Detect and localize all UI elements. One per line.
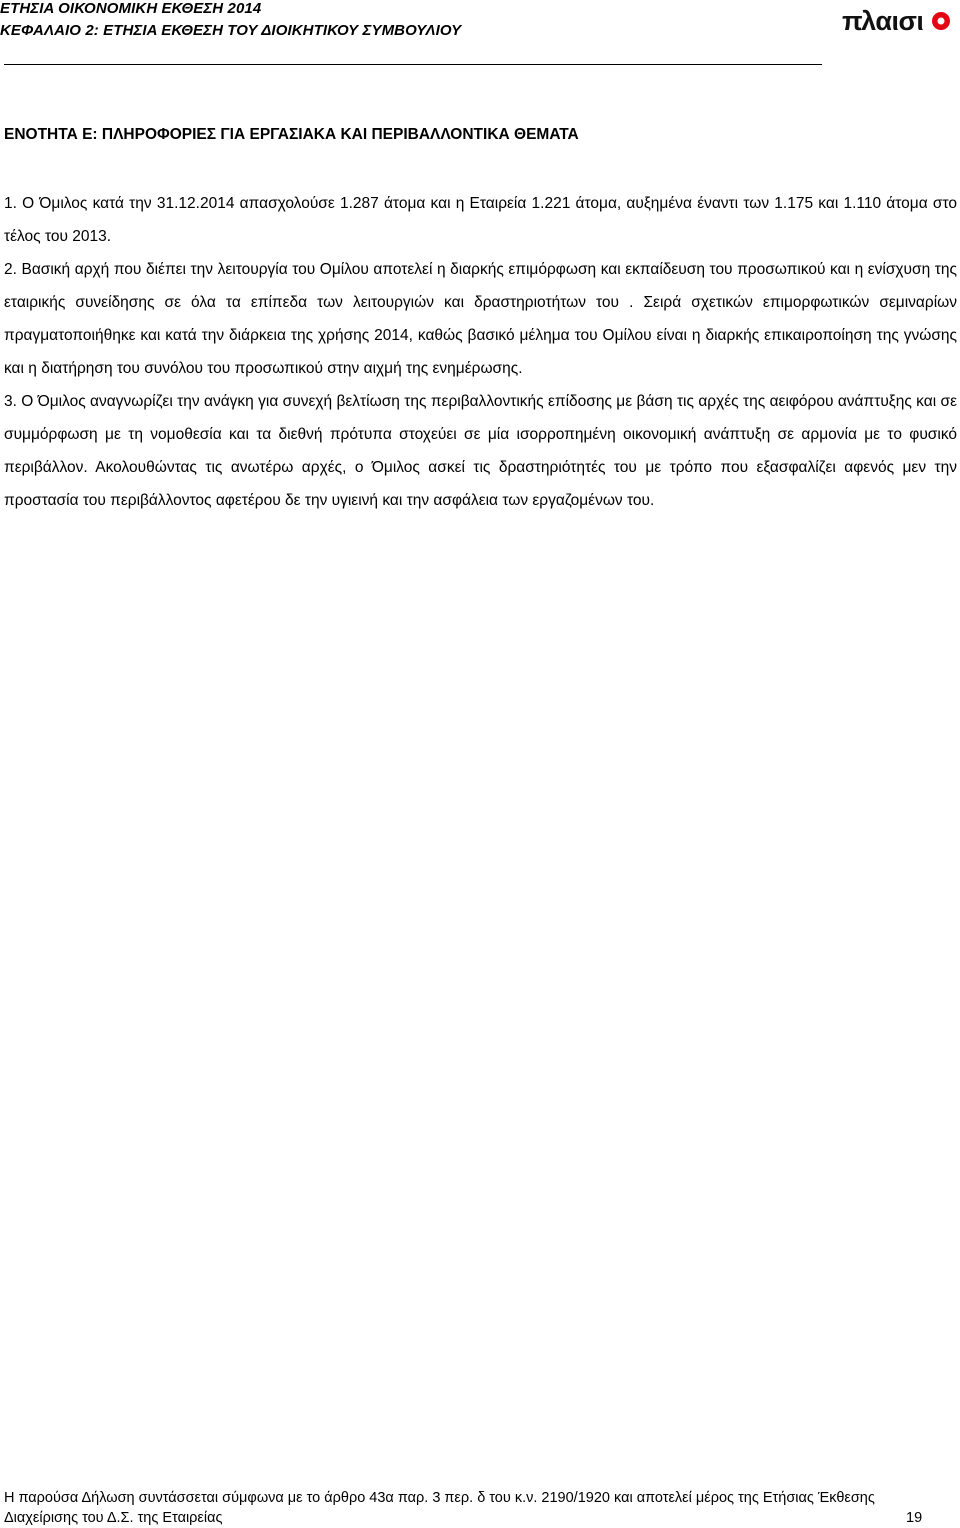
report-title: ΕΤΗΣΙΑ ΟΙΚΟΝΟΜΙΚΗ ΕΚΘΕΣΗ 2014 bbox=[0, 0, 262, 17]
paragraph-1: 1. Ο Όμιλος κατά την 31.12.2014 απασχολούσε 1.287 άτομα και η Εταιρεία 1.221 άτομα, αυξημένα έναντι των 1.175 και 1.110 άτομα στο τέλος του 2013. bbox=[4, 195, 957, 245]
page-number: 19 bbox=[906, 1510, 923, 1526]
section-title: ΕΝΟΤΗΤΑ Ε: ΠΛΗΡΟΦΟΡΙΕΣ ΓΙΑ ΕΡΓΑΣΙΑΚΑ ΚΑΙ ΠΕΡΙΒΑΛΛΟΝΤΙΚΑ ΘΕΜΑΤΑ bbox=[4, 126, 579, 143]
plaisio-logo bbox=[840, 6, 952, 36]
footer-note-line1: Η παρούσα Δήλωση συντάσσεται σύμφωνα με το άρθρο 43α παρ. 3 περ. δ του κ.ν. 2190/1920 και αποτελεί μέρος της Ετήσιας Έκθεσης bbox=[4, 1490, 875, 1506]
paragraph-2: 2. Βασική αρχή που διέπει την λειτουργία του Ομίλου αποτελεί η διαρκής επιμόρφωση και εκπαίδευση του προσωπικού και η ενίσχυση της εταιρικής συνείδησης σε όλα τα επίπεδα των λειτουργιών και δραστηριοτήτων του . Σειρά σχετικών επιμορφωτικών σεμιναρίων πραγματοποιήθηκε και κατά την διάρκεια της χρήσης 2014, καθώς βασικό μέλημα του Ομίλου είναι η διαρκής επικαιροποίηση της γνώσης και η διατήρηση του συνόλου του προσωπικού στην αιχμή της ενημέρωσης. bbox=[4, 261, 957, 377]
footer-note-line2: Διαχείρισης του Δ.Σ. της Εταιρείας bbox=[4, 1510, 223, 1526]
paragraph-3: 3. Ο Όμιλος αναγνωρίζει την ανάγκη για συνεχή βελτίωση της περιβαλλοντικής επίδοσης με βάση τις αρχές της αειφόρου ανάπτυξης και σε συμμόρφωση με τη νομοθεσία και τα διεθνή πρότυπα στοχεύει σε μία ισορροπημένη οικονομική ανάπτυξη σε αρμονία με το φυσικό περιβάλλον. Ακολουθώντας τις ανωτέρω αρχές, ο Όμιλος ασκεί τις δραστηριότητές του με τρόπο που εξασφαλίζει αφενός μεν την προστασία του περιβάλλοντος αφετέρου δε την υγιεινή και την ασφάλεια των εργαζομένων του. bbox=[4, 393, 957, 509]
chapter-title: ΚΕΦΑΛΑΙΟ 2: ΕΤΗΣΙΑ ΕΚΘΕΣΗ ΤΟΥ ΔΙΟΙΚΗΤΙΚΟΥ ΣΥΜΒΟΥΛΙΟΥ bbox=[0, 22, 462, 39]
header-divider bbox=[4, 64, 822, 65]
svg-text:πλαισι: πλαισι bbox=[842, 6, 924, 36]
